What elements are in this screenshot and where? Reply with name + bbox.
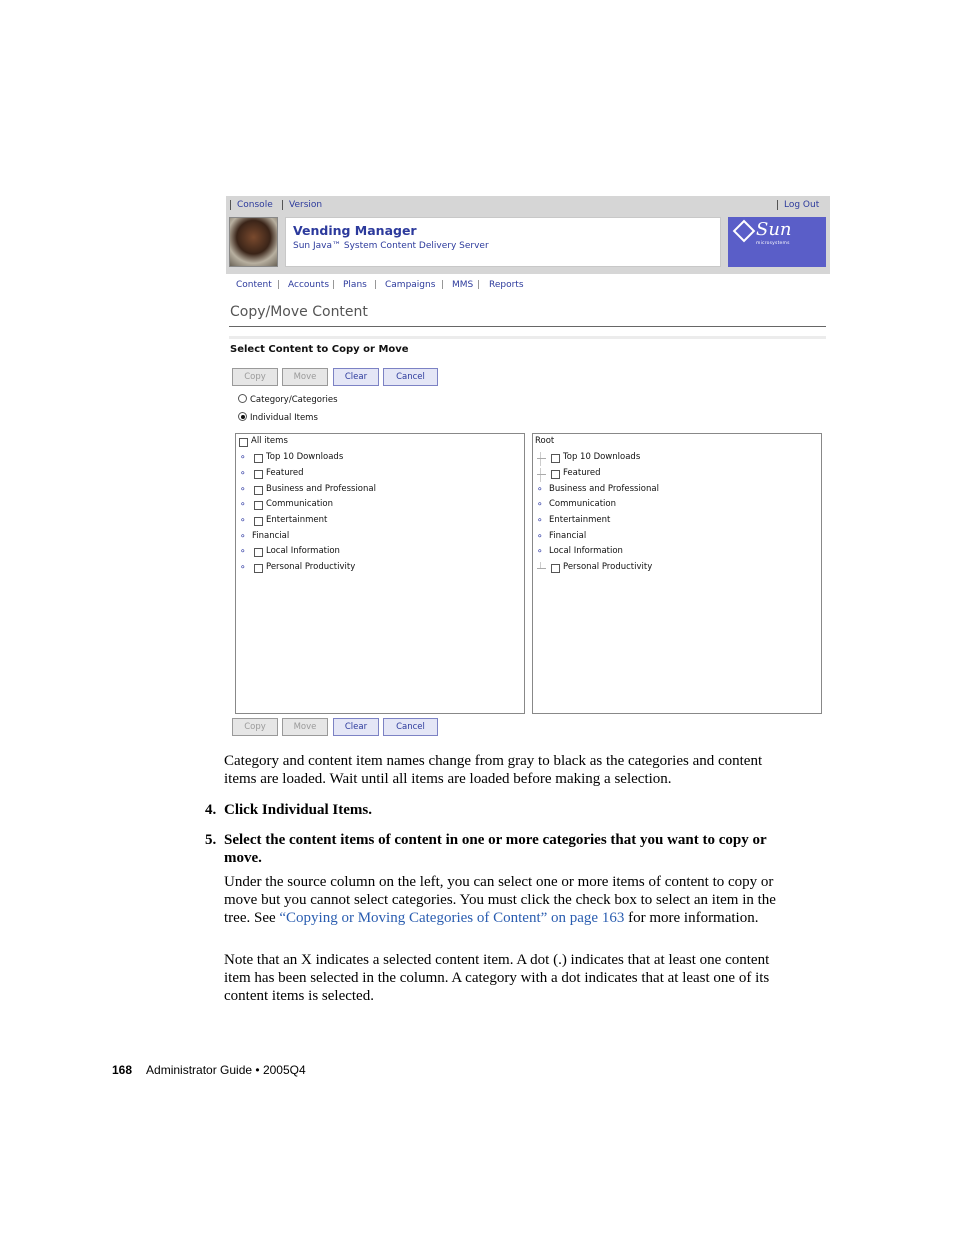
checkbox[interactable] [254,470,263,479]
radio-label: Category/Categories [250,395,338,405]
checkbox[interactable] [239,438,248,447]
tree-item-label: Personal Productivity [563,562,653,572]
app-subtitle: Sun Java™ System Content Delivery Server [293,241,489,251]
expand-icon[interactable]: ⚬ [239,563,247,573]
tree-item-label: Top 10 Downloads [563,452,641,462]
checkbox[interactable] [254,454,263,463]
expand-icon[interactable]: ⚬ [239,547,247,557]
tree-line [540,452,541,466]
expand-icon[interactable]: ⚬ [536,500,544,510]
tree-item-label: Communication [549,499,616,509]
sun-logo-tag: microsystems [756,241,790,246]
tree-item-label: Communication [266,499,333,509]
tab-content[interactable]: Content [236,280,272,290]
tree-item[interactable] [236,562,524,576]
tree-connector [537,568,546,569]
copy-button[interactable]: Copy [232,368,278,386]
tab-mms[interactable]: MMS [452,280,474,290]
tree-item-label: Entertainment [266,515,328,525]
step-number: 4. [205,802,217,818]
footer-text: Administrator Guide • 2005Q4 [146,1063,306,1077]
tree-item-label: Local Information [549,546,623,556]
radio-button-selected[interactable] [238,412,247,421]
target-tree-panel[interactable] [532,433,822,714]
step-number: 5. [205,832,217,848]
checkbox[interactable] [551,470,560,479]
tree-item[interactable] [533,515,821,529]
page-footer [112,1063,306,1077]
tree-item[interactable] [533,452,821,466]
title-box [285,217,721,267]
title-divider [229,326,826,327]
tab-separator: | [277,280,281,290]
expand-icon[interactable]: ⚬ [239,500,247,510]
app-title: Vending Manager [293,223,417,238]
cross-reference-link[interactable]: “Copying or Moving Categories of Content” on page 163 [279,910,625,926]
tab-separator: | [332,280,336,290]
tree-header-label: Root [535,436,555,446]
paragraph-selection-note: Note that an X indicates a selected content item. A dot (.) indicates that at least one content item has been selected in the column. A category with a dot indicates that at least one of its content items is selected. [224,952,770,1004]
tree-connector [537,458,546,459]
checkbox[interactable] [254,517,263,526]
tree-item[interactable] [236,546,524,560]
copy-move-screenshot [226,196,830,742]
tab-campaigns[interactable]: Campaigns [385,280,436,290]
product-image [229,217,278,267]
cancel-button-bottom[interactable]: Cancel [383,718,438,736]
radio-label: Individual Items [250,413,318,423]
app-banner [226,216,830,274]
expand-icon[interactable]: ⚬ [536,532,544,542]
checkbox[interactable] [254,548,263,557]
tree-item[interactable] [533,484,821,498]
tree-item[interactable] [236,468,524,482]
console-link[interactable]: Console [230,200,273,210]
tree-item-label: Personal Productivity [266,562,356,572]
expand-icon[interactable]: ⚬ [239,485,247,495]
tree-item[interactable] [533,468,821,482]
section-divider [229,336,826,339]
tree-item[interactable] [533,499,821,513]
checkbox[interactable] [254,501,263,510]
checkbox[interactable] [551,454,560,463]
tree-item-label: Business and Professional [549,484,659,494]
clear-button-bottom[interactable]: Clear [333,718,379,736]
move-button-bottom[interactable]: Move [282,718,328,736]
tree-item[interactable] [533,531,821,545]
tree-item[interactable] [236,531,524,545]
copy-button-bottom[interactable]: Copy [232,718,278,736]
tree-item[interactable] [236,515,524,529]
tree-item[interactable] [533,546,821,560]
expand-icon[interactable]: ⚬ [239,516,247,526]
tree-item[interactable] [236,452,524,466]
top-bar [226,196,830,216]
expand-icon[interactable]: ⚬ [239,453,247,463]
page-number: 168 [112,1063,133,1077]
tree-item-label: Entertainment [549,515,611,525]
paragraph-loading-note: Category and content item names change from gray to black as the categories and content items are loaded. Wait until all items are loaded before making a selection. [224,753,763,787]
tree-header[interactable] [533,436,821,450]
tree-connector [537,474,546,475]
sun-logo-word: Sun [756,219,792,240]
expand-icon[interactable]: ⚬ [536,485,544,495]
tree-line [540,468,541,482]
sun-logo [728,217,826,267]
expand-icon[interactable]: ⚬ [239,532,247,542]
tab-plans[interactable]: Plans [343,280,367,290]
tree-item-label: Featured [266,468,304,478]
page-title: Copy/Move Content [230,304,368,320]
tab-separator: | [374,280,378,290]
radio-category[interactable] [238,394,338,405]
tree-item[interactable] [533,562,821,576]
checkbox[interactable] [254,564,263,573]
tab-separator: | [477,280,481,290]
tree-item-label: Local Information [266,546,340,556]
expand-icon[interactable]: ⚬ [536,547,544,557]
paragraph-text: Under the source column on the left, you can select one or more items of content to copy or move but you cannot select categories. You must click the check box to select an item in the tree. See [224,874,776,926]
step-text: Click Individual Items. [224,802,372,818]
radio-individual-items[interactable] [238,412,318,423]
section-title: Select Content to Copy or Move [230,344,409,355]
tree-item-label: Financial [252,531,290,541]
clear-button[interactable]: Clear [333,368,379,386]
sun-logo-icon [733,220,756,243]
source-tree-panel[interactable] [235,433,525,714]
tree-item-label: Business and Professional [266,484,376,494]
nav-tabs [226,280,830,294]
step-text: Select the content items of content in one or more categories that you want to copy or move. [224,832,767,866]
tree-header[interactable] [236,436,524,450]
tab-accounts[interactable]: Accounts [288,280,330,290]
expand-icon[interactable]: ⚬ [536,516,544,526]
tree-header-label: All items [251,436,288,446]
tree-item[interactable] [236,484,524,498]
radio-button[interactable] [238,394,247,403]
paragraph-text: for more information. [624,910,759,926]
paragraph-source-column [224,873,794,927]
tab-separator: | [441,280,445,290]
tree-item[interactable] [236,499,524,513]
tree-item-label: Top 10 Downloads [266,452,344,462]
checkbox[interactable] [254,486,263,495]
tab-reports[interactable]: Reports [489,280,524,290]
logout-link[interactable]: Log Out [777,200,819,210]
tree-item-label: Featured [563,468,601,478]
tree-item-label: Financial [549,531,587,541]
version-link[interactable]: Version [282,200,322,210]
checkbox[interactable] [551,564,560,573]
move-button[interactable]: Move [282,368,328,386]
cancel-button[interactable]: Cancel [383,368,438,386]
expand-icon[interactable]: ⚬ [239,469,247,479]
